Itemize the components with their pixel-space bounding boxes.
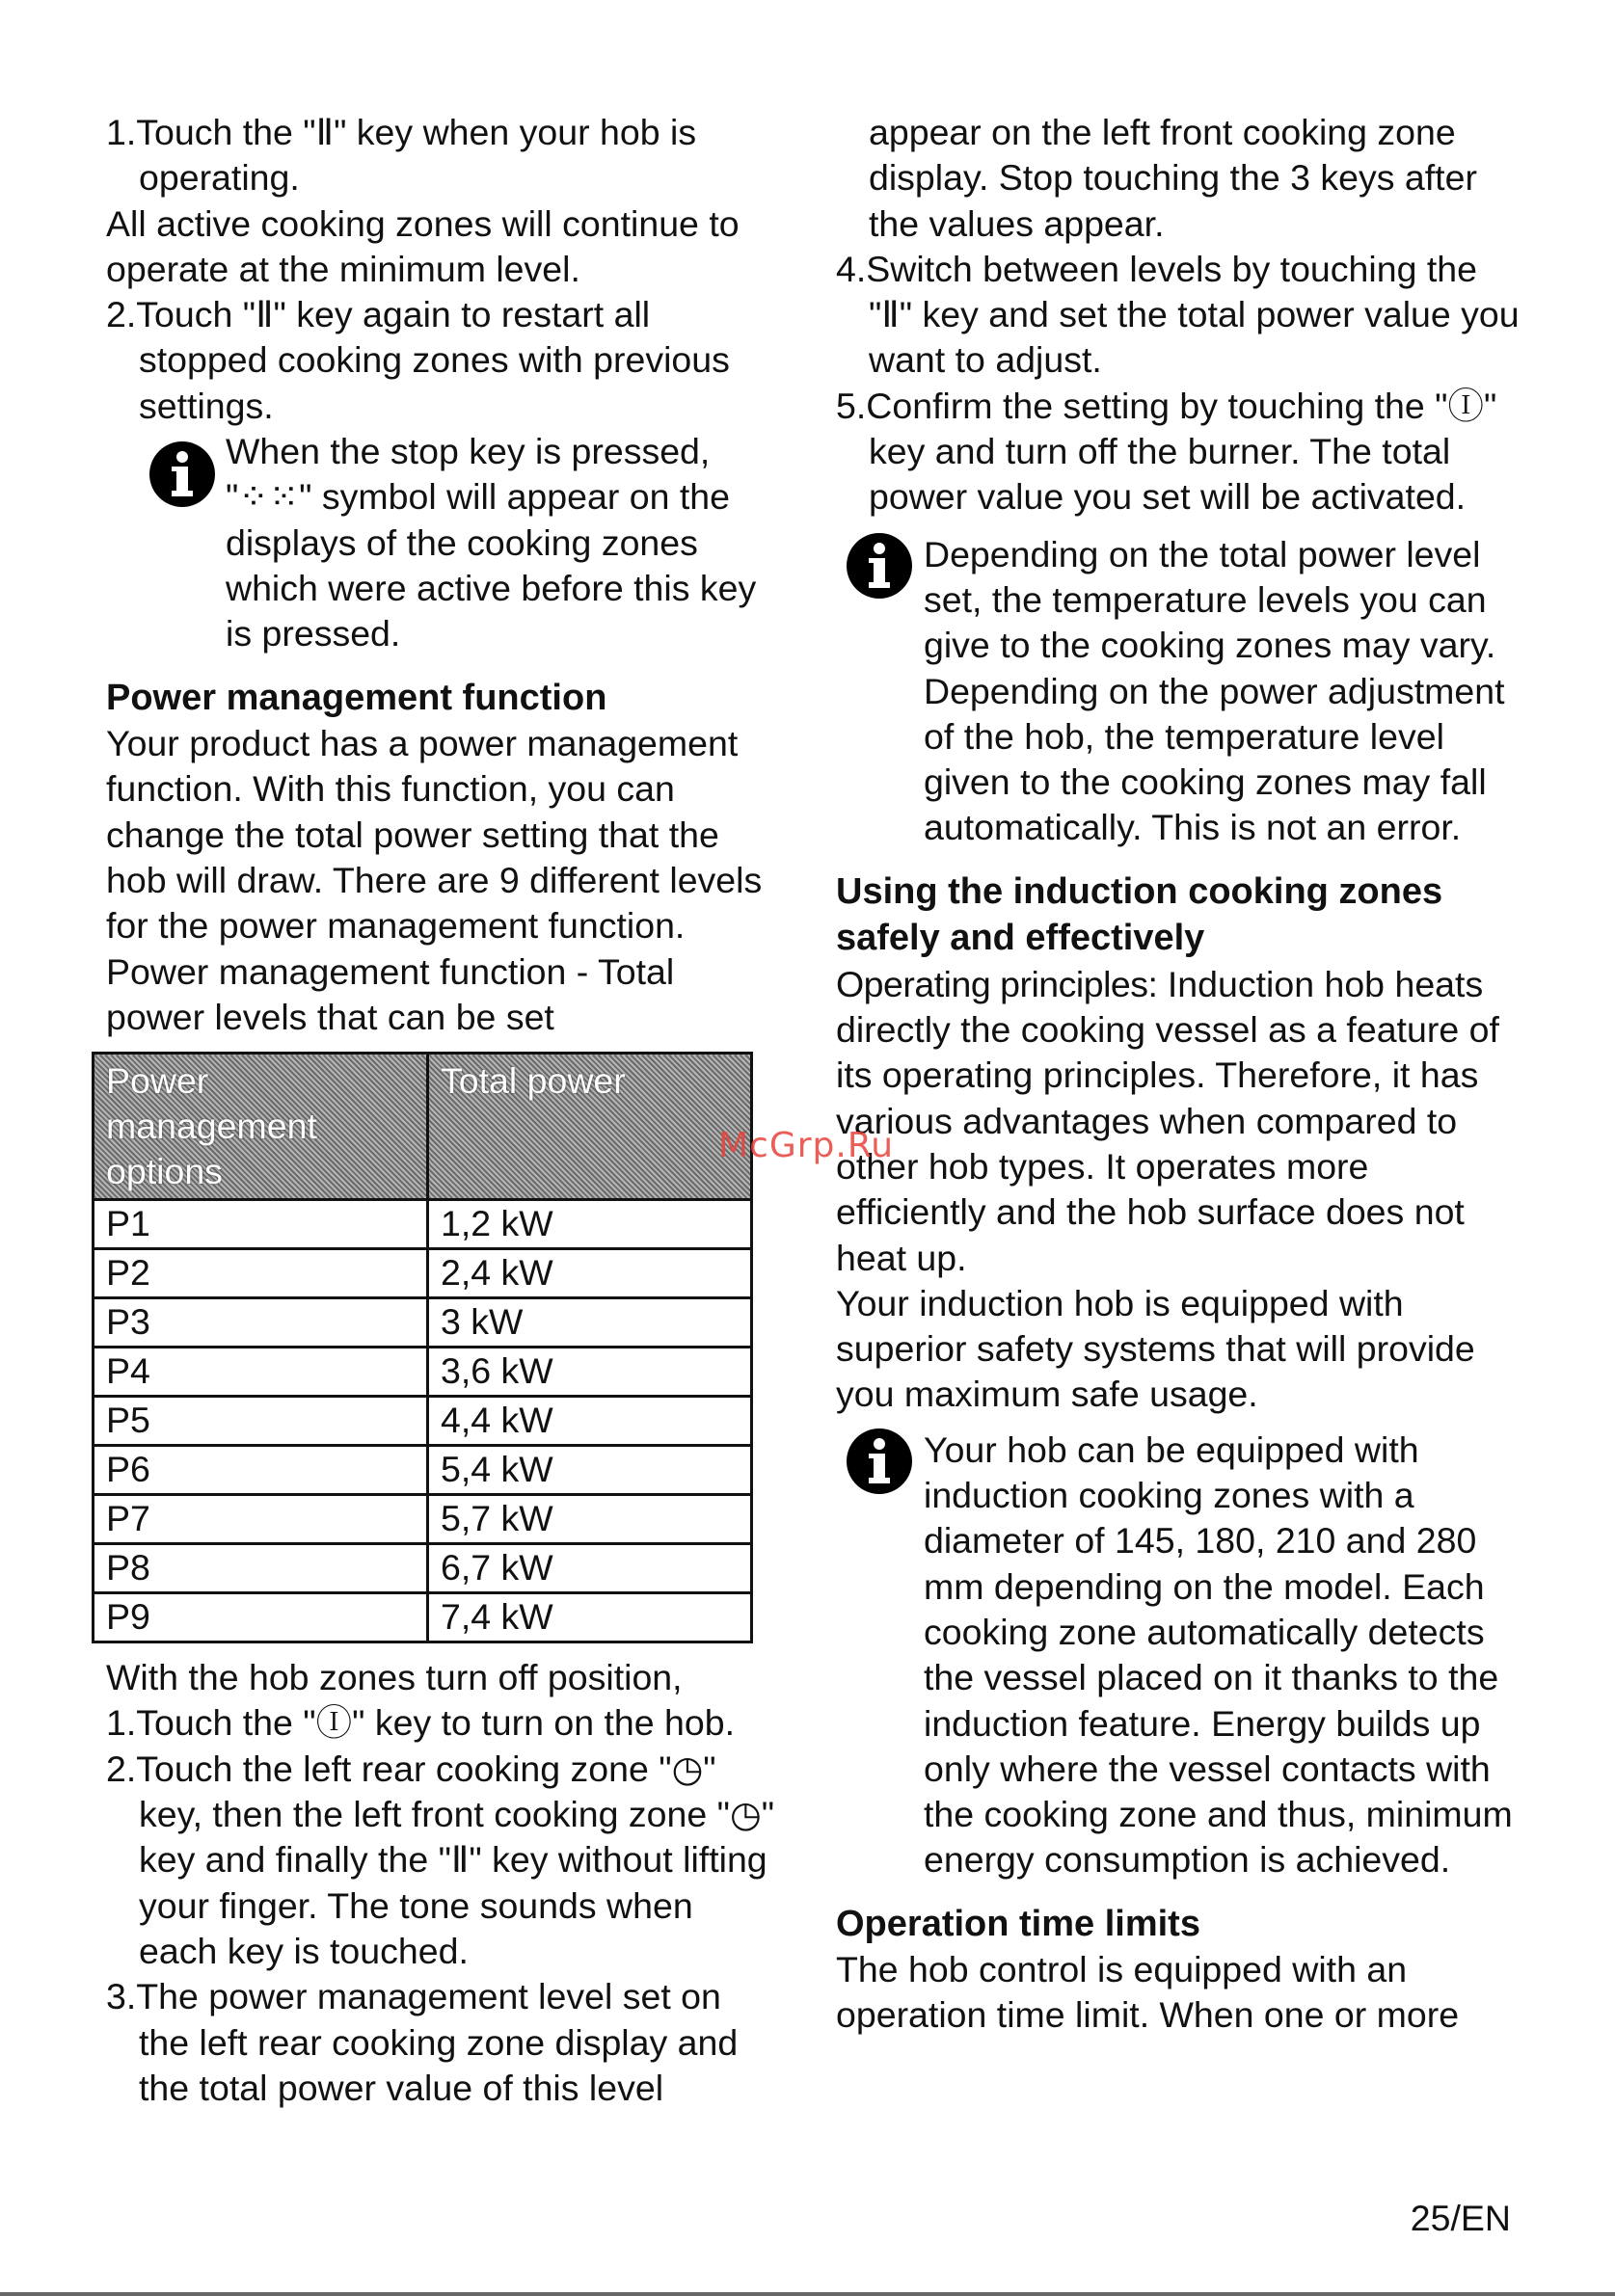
table-row xyxy=(94,1446,752,1495)
power-levels-table xyxy=(92,1052,753,1643)
table-header-row xyxy=(94,1054,752,1200)
cell-option: P1 xyxy=(94,1200,428,1249)
stop-steps-a xyxy=(106,110,781,201)
cell-power: 3 kW xyxy=(428,1298,752,1348)
note-text: When the stop key is pressed, "⁘⁙" symbol will appear on the displays of the cooking zones which were active before this key is pressed. xyxy=(226,431,757,654)
note-text: Your hob can be equipped with induction cooking zones with a diameter of 145, 180, 210 and 280 mm depending on the model. Each cooking zone automatically detects the vessel placed on it thanks to the induction feature. Energy builds up only where the vessel contacts with the cooking zone and thus, minimum energy consumption is achieved. xyxy=(924,1428,1513,1881)
paragraph-power-management: Your product has a power management function. With this function, you can change the total power setting that the hob will draw. There are 9 different levels for the power management function. xyxy=(106,723,763,947)
table-row xyxy=(94,1593,752,1642)
info-note-zones xyxy=(836,1428,1521,1883)
info-icon xyxy=(148,441,216,508)
header-options: Power management options xyxy=(94,1054,428,1200)
left-column xyxy=(106,110,781,2111)
table-row xyxy=(94,1397,752,1446)
power-set-steps-cont xyxy=(836,247,1521,521)
list-item: 1.Touch the "Ⓘ" key to turn on the hob. xyxy=(106,1702,736,1744)
paragraph-continued: appear on the left front cooking zone display. Stop touching the 3 keys after the values appear. xyxy=(869,112,1477,244)
list-item: 3.The power management level set on the left rear cooking zone display and the total power value of this level xyxy=(106,1976,739,2108)
info-note-stop xyxy=(106,429,781,656)
table-row xyxy=(94,1544,752,1593)
cell-option: P9 xyxy=(94,1593,428,1642)
power-set-steps xyxy=(106,1700,781,2111)
cell-option: P6 xyxy=(94,1446,428,1495)
heading-power-management: Power management function xyxy=(106,677,607,718)
table-row xyxy=(94,1200,752,1249)
cell-power: 5,7 kW xyxy=(428,1495,752,1544)
list-item: 4.Switch between levels by touching the "Ⅱ" key and set the total power value you want to adjust. xyxy=(836,248,1520,381)
cell-power: 1,2 kW xyxy=(428,1200,752,1249)
operating-principles-text: Induction hob heats directly the cooking vessel as a feature of its operating principles. Therefore, it has various advantages when compared to other hob types. It operates more efficiently and the hob surface does not heat up. xyxy=(836,963,1499,1278)
info-icon xyxy=(846,1428,913,1495)
cell-power: 5,4 kW xyxy=(428,1446,752,1495)
paragraph-safety: Your induction hob is equipped with superior safety systems that will provide you maximum safe usage. xyxy=(836,1282,1475,1415)
heading-induction: Using the induction cooking zones safely and effectively xyxy=(836,870,1443,959)
operating-principles-label: Operating principles: xyxy=(836,963,1158,1004)
cell-option: P4 xyxy=(94,1348,428,1397)
table-row xyxy=(94,1495,752,1544)
table-row xyxy=(94,1298,752,1348)
paragraph-off-position: With the hob zones turn off position, xyxy=(106,1657,683,1698)
watermark: McGrp.Ru xyxy=(718,1126,895,1165)
note-text: Depending on the total power level set, the temperature levels you can give to the cooking zones may vary. Depending on the power adjustment of the hob, the temperature level given to the cooking zones may fall automatically. This is not an error. xyxy=(924,533,1505,848)
list-item: 1.Touch the "Ⅱ" key when your hob is operating. xyxy=(106,112,697,199)
paragraph-operating-principles xyxy=(836,962,1521,1281)
cell-power: 3,6 kW xyxy=(428,1348,752,1397)
paragraph-time-limits: The hob control is equipped with an operation time limit. When one or more xyxy=(836,1949,1460,2036)
paragraph-min-level: All active cooking zones will continue to operate at the minimum level. xyxy=(106,202,740,289)
cell-option: P7 xyxy=(94,1495,428,1544)
header-total-power: Total power xyxy=(428,1054,752,1200)
cell-option: P5 xyxy=(94,1397,428,1446)
list-item: 5.Confirm the setting by touching the "Ⓘ" key and turn off the burner. The total power value you set will be activated. xyxy=(836,385,1497,518)
table-row xyxy=(94,1249,752,1298)
stop-steps-b xyxy=(106,292,781,429)
info-icon xyxy=(846,532,913,600)
cell-power: 4,4 kW xyxy=(428,1397,752,1446)
cell-power: 2,4 kW xyxy=(428,1249,752,1298)
cell-option: P2 xyxy=(94,1249,428,1298)
cell-power: 6,7 kW xyxy=(428,1544,752,1593)
right-column xyxy=(836,110,1521,2039)
cell-option: P8 xyxy=(94,1544,428,1593)
heading-time-limits: Operation time limits xyxy=(836,1903,1200,1944)
list-item: 2.Touch "Ⅱ" key again to restart all stopped cooking zones with previous settings. xyxy=(106,294,730,426)
paragraph-power-levels: Power management function - Total power levels that can be set xyxy=(106,950,675,1037)
list-item: 2.Touch the left rear cooking zone "◷" key, then the left front cooking zone "◷" key and finally the "Ⅱ" key without lifting your finger. The tone sounds when each key is touched. xyxy=(106,1748,775,1971)
info-note-power xyxy=(836,532,1521,851)
table-row xyxy=(94,1348,752,1397)
cell-power: 7,4 kW xyxy=(428,1593,752,1642)
cell-option: P3 xyxy=(94,1298,428,1348)
bottom-divider xyxy=(0,2292,1615,2296)
page-number: 25/EN xyxy=(1410,2198,1511,2238)
